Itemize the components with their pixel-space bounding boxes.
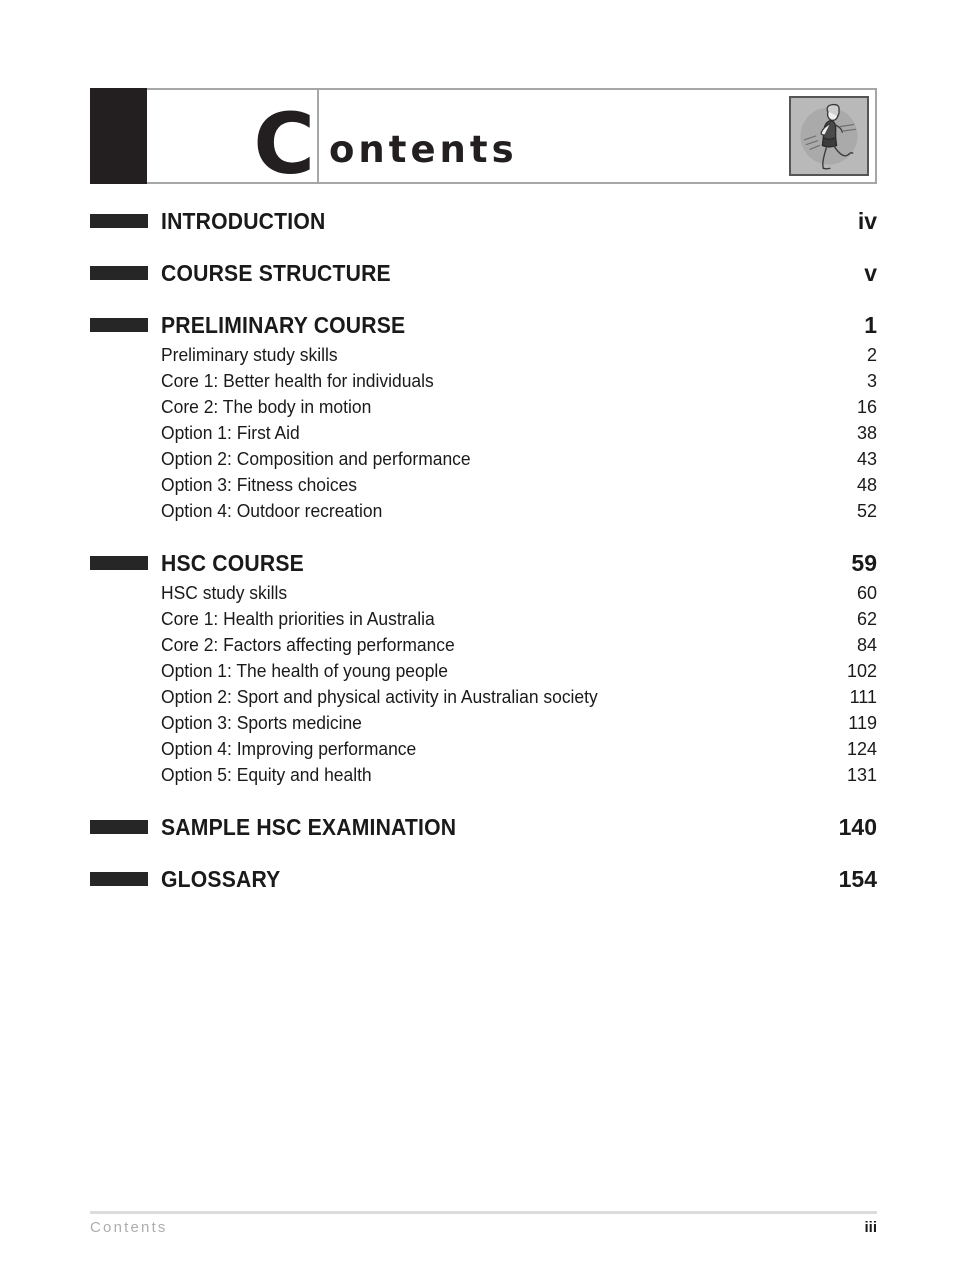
section-page-number: 154 — [838, 865, 877, 892]
section-page-number: 59 — [851, 549, 877, 576]
item-page-number: 38 — [856, 423, 877, 443]
header-title-box — [147, 88, 877, 194]
dropcap-cell — [147, 90, 319, 194]
item-label: Preliminary study skills — [161, 345, 338, 365]
toc-item[interactable] — [90, 371, 877, 397]
toc-section-hsc-course[interactable] — [90, 547, 877, 579]
toc-item[interactable] — [90, 501, 877, 527]
section-bullet-icon — [90, 872, 148, 886]
item-label: Core 2: Factors affecting performance — [161, 635, 455, 655]
item-page-number: 124 — [846, 739, 877, 759]
item-label: Option 3: Sports medicine — [161, 713, 362, 733]
toc-subitems-hsc-course — [90, 583, 877, 791]
toc-section-sample-hsc-examination[interactable] — [90, 811, 877, 843]
item-label: Option 1: First Aid — [161, 423, 300, 443]
item-label: Option 1: The health of young people — [161, 661, 449, 681]
item-page-number: 60 — [856, 583, 877, 603]
item-page-number: 16 — [856, 397, 877, 417]
item-page-number: 111 — [849, 687, 877, 707]
section-page-number: 1 — [864, 311, 877, 338]
section-bullet-icon — [90, 266, 148, 280]
section-page-number: iv — [857, 207, 877, 234]
toc-item[interactable] — [90, 449, 877, 475]
item-label: HSC study skills — [161, 583, 288, 603]
table-of-contents — [90, 205, 877, 895]
toc-section-course-structure[interactable] — [90, 257, 877, 289]
item-page-number: 2 — [866, 345, 877, 365]
page-title-dropcap: C — [253, 95, 313, 194]
toc-item[interactable] — [90, 609, 877, 635]
toc-item[interactable] — [90, 583, 877, 609]
section-label: HSC COURSE — [161, 549, 304, 576]
toc-item[interactable] — [90, 635, 877, 661]
section-page-number: 140 — [838, 813, 877, 840]
toc-section-introduction[interactable] — [90, 205, 877, 237]
page-footer — [90, 1219, 877, 1236]
toc-item[interactable] — [90, 397, 877, 423]
item-page-number: 43 — [856, 449, 877, 469]
toc-item[interactable] — [90, 661, 877, 687]
footer-page-number: iii — [864, 1219, 877, 1236]
running-figure-icon — [789, 96, 869, 176]
toc-subitems-preliminary-course — [90, 345, 877, 527]
toc-section-preliminary-course[interactable] — [90, 309, 877, 341]
item-label: Option 2: Sport and physical activity in Australian society — [161, 687, 598, 707]
toc-item[interactable] — [90, 687, 877, 713]
item-label: Option 3: Fitness choices — [161, 475, 358, 495]
contents-header-banner — [90, 88, 877, 194]
toc-section-glossary[interactable] — [90, 863, 877, 895]
item-label: Core 1: Better health for individuals — [161, 371, 434, 391]
toc-item[interactable] — [90, 765, 877, 791]
footer-divider — [90, 1211, 877, 1214]
toc-item[interactable] — [90, 423, 877, 449]
item-page-number: 48 — [856, 475, 877, 495]
item-label: Option 4: Improving performance — [161, 739, 417, 759]
item-page-number: 102 — [846, 661, 877, 681]
section-bullet-icon — [90, 318, 148, 332]
section-label: INTRODUCTION — [161, 207, 326, 234]
section-label: PRELIMINARY COURSE — [161, 311, 406, 338]
item-label: Core 1: Health priorities in Australia — [161, 609, 435, 629]
item-page-number: 119 — [848, 713, 877, 733]
item-page-number: 131 — [846, 765, 877, 785]
header-black-block — [90, 88, 147, 184]
page-title: ontents — [329, 128, 518, 171]
section-bullet-icon — [90, 556, 148, 570]
section-bullet-icon — [90, 214, 148, 228]
toc-item[interactable] — [90, 713, 877, 739]
section-label: SAMPLE HSC EXAMINATION — [161, 813, 457, 840]
section-label: GLOSSARY — [161, 865, 281, 892]
section-label: COURSE STRUCTURE — [161, 259, 391, 286]
item-page-number: 84 — [856, 635, 877, 655]
section-page-number: v — [864, 259, 877, 286]
item-page-number: 62 — [856, 609, 877, 629]
item-label: Core 2: The body in motion — [161, 397, 372, 417]
item-page-number: 52 — [856, 501, 877, 521]
item-label: Option 2: Composition and performance — [161, 449, 471, 469]
toc-item[interactable] — [90, 345, 877, 371]
item-label: Option 5: Equity and health — [161, 765, 372, 785]
footer-section-label: Contents — [90, 1219, 168, 1236]
section-bullet-icon — [90, 820, 148, 834]
toc-item[interactable] — [90, 739, 877, 765]
toc-item[interactable] — [90, 475, 877, 501]
item-page-number: 3 — [866, 371, 877, 391]
item-label: Option 4: Outdoor recreation — [161, 501, 383, 521]
